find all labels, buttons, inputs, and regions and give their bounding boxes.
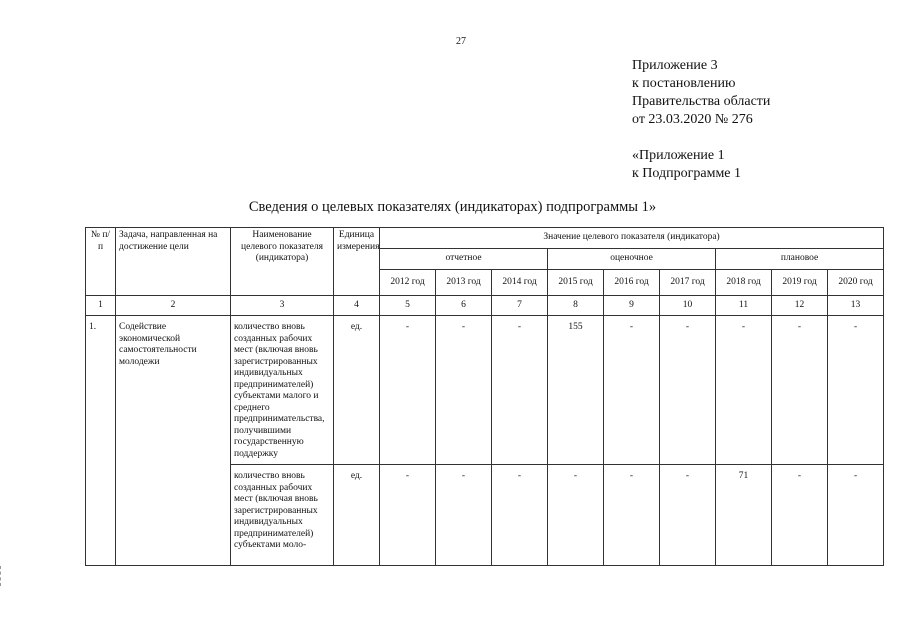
appendix-line: от 23.03.2020 № 276: [632, 112, 753, 127]
header-year: 2020 год: [828, 270, 884, 296]
header-year: 2015 год: [548, 270, 604, 296]
header-row: [86, 228, 884, 249]
row-value: -: [828, 316, 884, 465]
header-year: 2012 год: [380, 270, 436, 296]
row-value: -: [772, 316, 828, 465]
row-value: -: [604, 465, 660, 566]
column-number: 12: [772, 296, 828, 316]
header-estimated: оценочное: [548, 249, 716, 270]
header-planned: плановое: [716, 249, 884, 270]
row-indicator: количество вновь созданных рабочих мест (включая вновь зарегистрированных индивидуальных предпринимателей) субъектами малого и среднего предпринимательства, получившими государственную поддержку: [231, 316, 334, 465]
header-year: 2017 год: [660, 270, 716, 296]
header-year: 2014 год: [492, 270, 548, 296]
row-value: -: [660, 316, 716, 465]
row-unit: ед.: [334, 316, 380, 465]
header-task: Задача, направленная на достижение цели: [116, 228, 231, 296]
row-unit: ед.: [334, 465, 380, 566]
row-value: 155: [548, 316, 604, 465]
column-number: 4: [334, 296, 380, 316]
appendix-line: к постановлению: [632, 76, 736, 91]
column-number: 9: [604, 296, 660, 316]
column-number: 1: [86, 296, 116, 316]
header-year: 2018 год: [716, 270, 772, 296]
row-value: -: [660, 465, 716, 566]
header-reported: отчетное: [380, 249, 548, 270]
appendix-line: Приложение 3: [632, 58, 718, 73]
row-value: -: [492, 316, 548, 465]
document-title: Сведения о целевых показателях (индикаторах) подпрограммы 1»: [248, 199, 657, 215]
header-year: 2016 год: [604, 270, 660, 296]
row-value: -: [380, 465, 436, 566]
header-indicator: Наименование целевого показателя (индикатора): [231, 228, 334, 296]
appendix-block: [632, 57, 770, 183]
column-number: 5: [380, 296, 436, 316]
row-num: 1.: [86, 316, 116, 566]
column-number: 8: [548, 296, 604, 316]
indicators-table: [85, 227, 884, 566]
row-indicator: количество вновь созданных рабочих мест (включая вновь зарегистрированных индивидуальных предпринимателей) субъектами моло-: [231, 465, 334, 566]
row-value: -: [492, 465, 548, 566]
scan-edge-mark: [0, 566, 7, 586]
header-value-group: Значение целевого показателя (индикатора): [380, 228, 884, 249]
page-number: 27: [456, 36, 466, 47]
column-number: 2: [116, 296, 231, 316]
column-number: 6: [436, 296, 492, 316]
row-value: -: [436, 316, 492, 465]
appendix-sub-line: к Подпрограмме 1: [632, 166, 742, 181]
row-value: -: [380, 316, 436, 465]
column-number-row: [86, 296, 884, 316]
column-number: 11: [716, 296, 772, 316]
header-num: № п/п: [86, 228, 116, 296]
row-value: -: [436, 465, 492, 566]
column-number: 13: [828, 296, 884, 316]
appendix-line: Правительства области: [632, 94, 771, 109]
header-year: 2013 год: [436, 270, 492, 296]
header-year: 2019 год: [772, 270, 828, 296]
row-task: Содействие экономической самостоятельности молодежи: [116, 316, 231, 566]
header-unit: Единица измерения: [334, 228, 380, 296]
column-number: 3: [231, 296, 334, 316]
row-value: -: [828, 465, 884, 566]
column-number: 10: [660, 296, 716, 316]
row-value: -: [604, 316, 660, 465]
row-value: 71: [716, 465, 772, 566]
column-number: 7: [492, 296, 548, 316]
appendix-sub-line: «Приложение 1: [632, 148, 725, 163]
row-value: -: [772, 465, 828, 566]
row-value: -: [548, 465, 604, 566]
row-value: -: [716, 316, 772, 465]
table-row: [86, 316, 884, 465]
